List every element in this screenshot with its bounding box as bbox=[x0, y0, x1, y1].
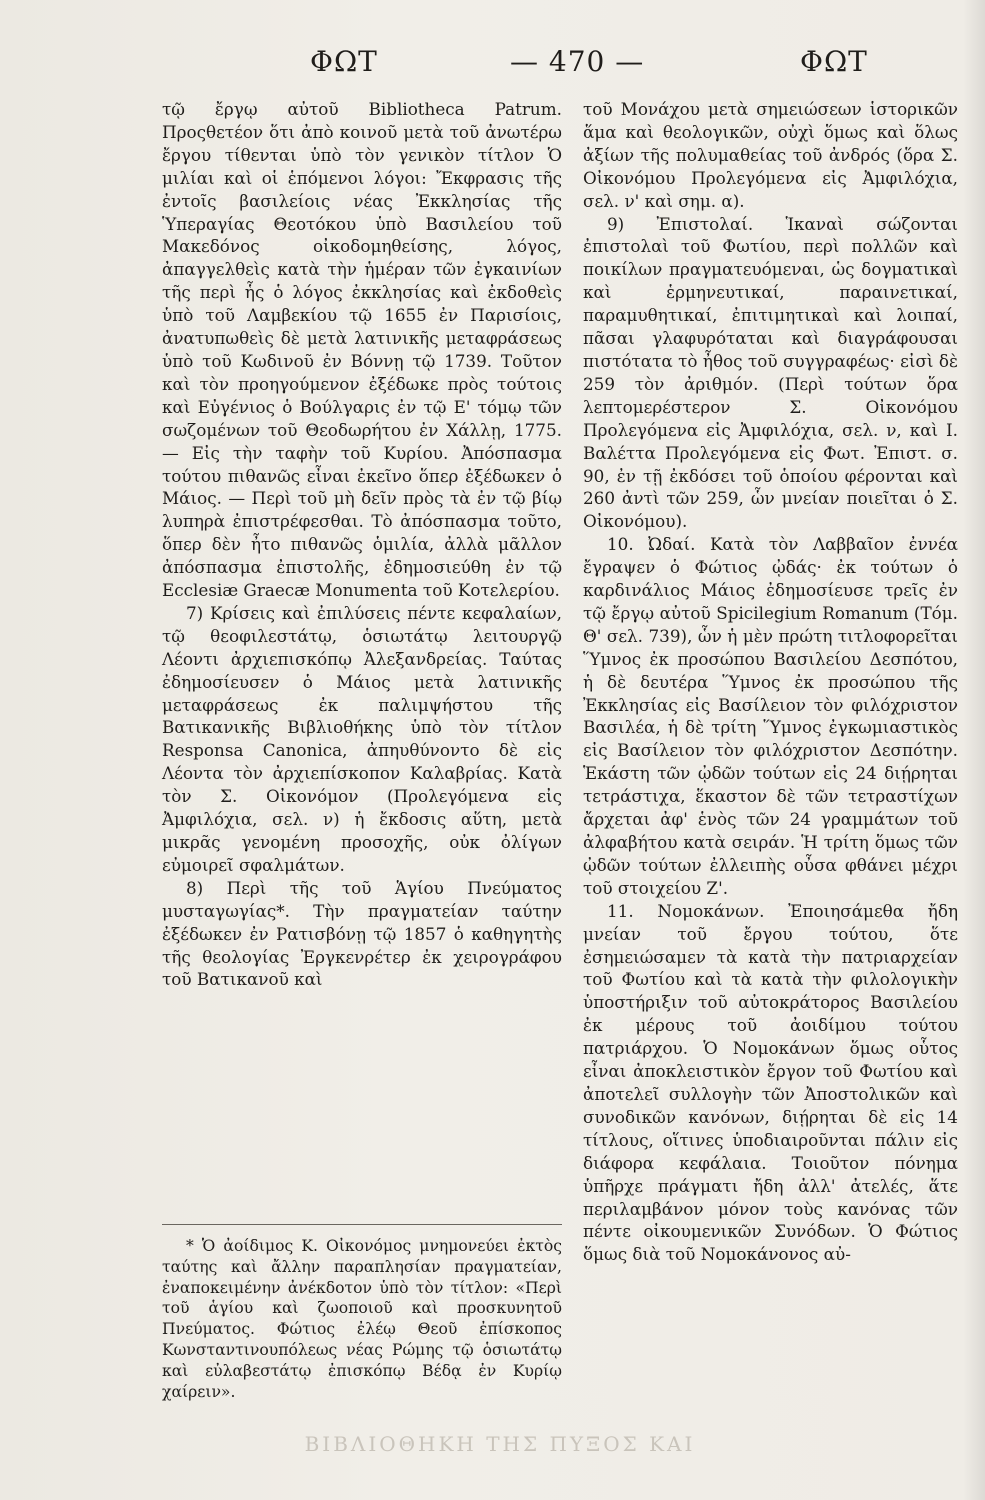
footnote-text: * Ὁ ἀοίδιμος Κ. Οἰκονόμος μνημονεύει ἐκτὸς ταύτης καὶ ἄλλην παραπλησίαν πραγματείαν, ἐναποκειμένην ἀνέκδοτον ὑπὸ τὸν τίτλον: «Περὶ τοῦ ἁγίου καὶ ζωοποιοῦ καὶ προσκυνητοῦ Πνεύματος. Φώτιος ἐλέῳ Θεοῦ ἐπίσκοπος Κωνσταντινουπόλεως νέας Ρώμης τῷ ὁσιωτάτῳ καὶ εὐλαβεστάτῳ ἐπισκόπῳ Βέδᾳ ἐν Κυρίῳ χαίρειν». bbox=[162, 1237, 562, 1401]
paragraph-item-11: 11. Νομοκάνων. Ἐποιησάμεθα ἤδη μνείαν τοῦ ἔργου τούτου, ὅτε ἐσημειώσαμεν τὰ κατὰ τὴν πατριαρχείαν τοῦ Φωτίου καὶ τὰ κατὰ τὴν φιλολογικὴν ὑποστήριξιν τοῦ αὐτοκράτορος Βασιλείου ἐκ μέρους τοῦ ἀοιδίμου τούτου πατριάρχου. Ὁ Νομοκάνων ὅμως οὗτος εἶναι ἀποκλειστικὸν ἔργον τοῦ Φωτίου καὶ ἀποτελεῖ συλλογὴν τῶν Ἀποστολικῶν καὶ συνοδικῶν κανόνων, διῄρηται δὲ εἰς 14 τίτλους, οἵτινες ὑποδιαιροῦνται πάλιν εἰς διάφορα κεφάλαια. Τοιοῦτον πόνημα ὑπῆρχε πράγματι ἤδη ἀλλ' ἀτελές, ἅτε περιλαμβάνον μόνον τοὺς κανόνας τῶν πέντε οἰκουμενικῶν Συνόδων. Ὁ Φώτιος ὅμως διὰ τοῦ Νομοκάνονος αὐ- bbox=[583, 900, 958, 1265]
right-column bbox=[583, 98, 958, 1266]
paragraph-item-10: 10. Ὠδαί. Κατὰ τὸν Λαββαῖον ἐννέα ἔγραψεν ὁ Φώτιος ᾠδάς· ἐκ τούτων ὁ καρδινάλιος Μάιος ἐδημοσίευσε τρεῖς ἐν τῷ ἔργῳ αὐτοῦ Spicilegium Romanum (Τόμ. Θ' σελ. 739), ὧν ἡ μὲν πρώτη τιτλοφορεῖται Ὕμνος ἐκ προσώπου Βασιλείου Δεσπότου, ἡ δὲ δευτέρα Ὕμνος ἐκ προσώπου τῆς Ἐκκλησίας εἰς Βασίλειον τὸν φιλόχριστον Βασιλέα, ἡ δὲ τρίτη Ὕμνος ἐγκωμιαστικὸς εἰς Βασίλειον τὸν φιλόχριστον Δεσπότην. Ἑκάστη τῶν ᾠδῶν τούτων εἰς 24 διῄρηται τετράστιχα, ἕκαστον δὲ τῶν τετραστίχων ἄρχεται ἀφ' ἑνὸς τῶν 24 γραμμάτων τοῦ ἀλφαβήτου κατὰ σειράν. Ἡ τρίτη ὅμως τῶν ᾠδῶν τούτων ἐλλειπὴς οὖσα φθάνει μέχρι τοῦ στοιχείου Ζ'. bbox=[583, 534, 958, 898]
paragraph-item-9: 9) Ἐπιστολαί. Ἱκαναὶ σώζονται ἐπιστολαὶ τοῦ Φωτίου, περὶ πολλῶν καὶ ποικίλων πραγματευόμεναι, ὡς δογματικαὶ καὶ ἑρμηνευτικαί, παραινετικαί, παραμυθητικαί, ἐπιτιμητικαὶ καὶ λοιπαί, πᾶσαι γλαφυρόταται καὶ διαγράφουσαι πιστότατα τὸ ἦθος τοῦ συγγραφέως· εἰσὶ δὲ 259 τὸν ἀριθμόν. (Περὶ τούτων ὅρα λεπτομερέστερον Σ. Οἰκονόμου Προλεγόμενα εἰς Ἀμφιλόχια, σελ. ν, καὶ Ι. Βαλέττα Προλεγόμενα εἰς Φωτ. Ἐπιστ. σ. 90, ἐν τῇ ἐκδόσει τοῦ ὁποίου φέρονται καὶ 260 ἀντὶ τῶν 259, ὧν μνείαν ποιεῖται ὁ Σ. Οἰκονόμου). bbox=[583, 213, 958, 532]
running-header bbox=[0, 45, 985, 95]
library-stamp: ΒΙΒΛΙΟΘΗΚΗ ΤΗΣ ΠΥΞΟΣ ΚΑΙ bbox=[304, 1432, 696, 1456]
footnote-divider bbox=[162, 1224, 562, 1225]
paragraph-continuation: τῷ ἔργῳ αὐτοῦ Bibliotheca Patrum. Προςθετέον ὅτι ἀπὸ κοινοῦ μετὰ τοῦ ἀνωτέρω ἔργου τίθενται ὑπὸ τὸν γενικὸν τίτλον Ὁ μιλίαι καὶ οἱ ἑπόμενοι λόγοι: Ἔκφρασις τῆς ἐντοῖς βασιλείοις νέας Ἐκκλησίας τῆς Ὑπεραγίας Θεοτόκου ὑπὸ Βασιλείου τοῦ Μακεδόνος οἰκοδομηθείσης, λόγος, ἀπαγγελθεὶς κατὰ τὴν ἡμέραν τῶν ἐγκαινίων τῆς περὶ ἧς ὁ λόγος ἐκκλησίας καὶ ἐκδοθεὶς ὑπὸ τοῦ Λαμβεκίου τῷ 1655 ἐν Παρισίοις, ἀνατυπωθεὶς δὲ μετὰ λατινικῆς μεταφράσεως ὑπὸ τοῦ Κωδινοῦ ἐν Βόννῃ τῷ 1739. Τοῦτον καὶ τὸν προηγούμενον ἐξέδωκε πρὸς τούτοις καὶ Εὐγένιος ὁ Βούλγαρις ἐν τῷ Ε' τόμῳ τῶν σωζομένων τοῦ Θεοδωρήτου ἐν Χάλλῃ, 1775. — Εἰς τὴν ταφὴν τοῦ Κυρίου. Ἀπόσπασμα τούτου πιθανῶς εἶναι ἐκεῖνο ὅπερ ἐξέδωκεν ὁ Μάιος. — Περὶ τοῦ μὴ δεῖν πρὸς τὰ ἐν τῷ βίῳ λυπηρὰ ἐπιστρέφεσθαι. Τὸ ἀπόσπασμα τοῦτο, ὅπερ δὲν ἦτο πιθανῶς ὁμιλία, ἀλλὰ μᾶλλον ἀπόσπασμα ἐπιστολῆς, ἐδημοσιεύθη ἐν τῷ Ecclesiæ Graecæ Monumenta τοῦ Κοτελερίου. bbox=[162, 99, 562, 601]
paragraph-item-8: 8) Περὶ τῆς τοῦ Ἁγίου Πνεύματος μυσταγωγίας*. Τὴν πραγματείαν ταύτην ἐξέδωκεν ἐν Ρατισβόνῃ τῷ 1857 ὁ καθηγητὴς τῆς θεολογίας Ἐργκενρέτερ ἐκ χειρογράφου τοῦ Βατικανοῦ καὶ bbox=[162, 877, 562, 990]
page-number: — 470 — bbox=[510, 45, 645, 78]
footnote bbox=[162, 1236, 562, 1402]
binding-shadow bbox=[963, 0, 985, 1500]
header-right: ΦΩΤ bbox=[800, 45, 868, 78]
paragraph-continuation-right: τοῦ Μονάχου μετὰ σημειώσεων ἱστορικῶν ἅμα καὶ θεολογικῶν, οὐχὶ ὅμως καὶ ὅλως ἀξίων τῆς πολυμαθείας τοῦ ἀνδρός (ὅρα Σ. Οἰκονόμου Προλεγόμενα εἰς Ἀμφιλόχια, σελ. ν' καὶ σημ. α). bbox=[583, 99, 958, 211]
header-left: ΦΩΤ bbox=[310, 45, 378, 78]
left-column bbox=[162, 98, 562, 991]
paragraph-item-7: 7) Κρίσεις καὶ ἐπιλύσεις πέντε κεφαλαίων, τῷ θεοφιλεστάτῳ, ὁσιωτάτῳ λειτουργῷ Λέοντι ἀρχιεπισκόπῳ Ἀλεξανδρείας. Ταύτας ἐδημοσίευσεν ὁ Μάιος μετὰ λατινικῆς μεταφράσεως ἐκ παλιμψήστου τῆς Βατικανικῆς Βιβλιοθήκης ὑπὸ τὸν τίτλον Responsa Canonica, ἀπηυθύνοντο δὲ εἰς Λέοντα τὸν ἀρχιεπίσκοπον Καλαβρίας. Κατὰ τὸν Σ. Οἰκονόμον (Προλεγόμενα εἰς Ἀμφιλόχια, σελ. ν) ἡ ἔκδοσις αὕτη, μετὰ μικρᾶς γενομένη προσοχῆς, οὐκ ὀλίγων εὐμοιρεῖ σφαλμάτων. bbox=[162, 602, 562, 875]
